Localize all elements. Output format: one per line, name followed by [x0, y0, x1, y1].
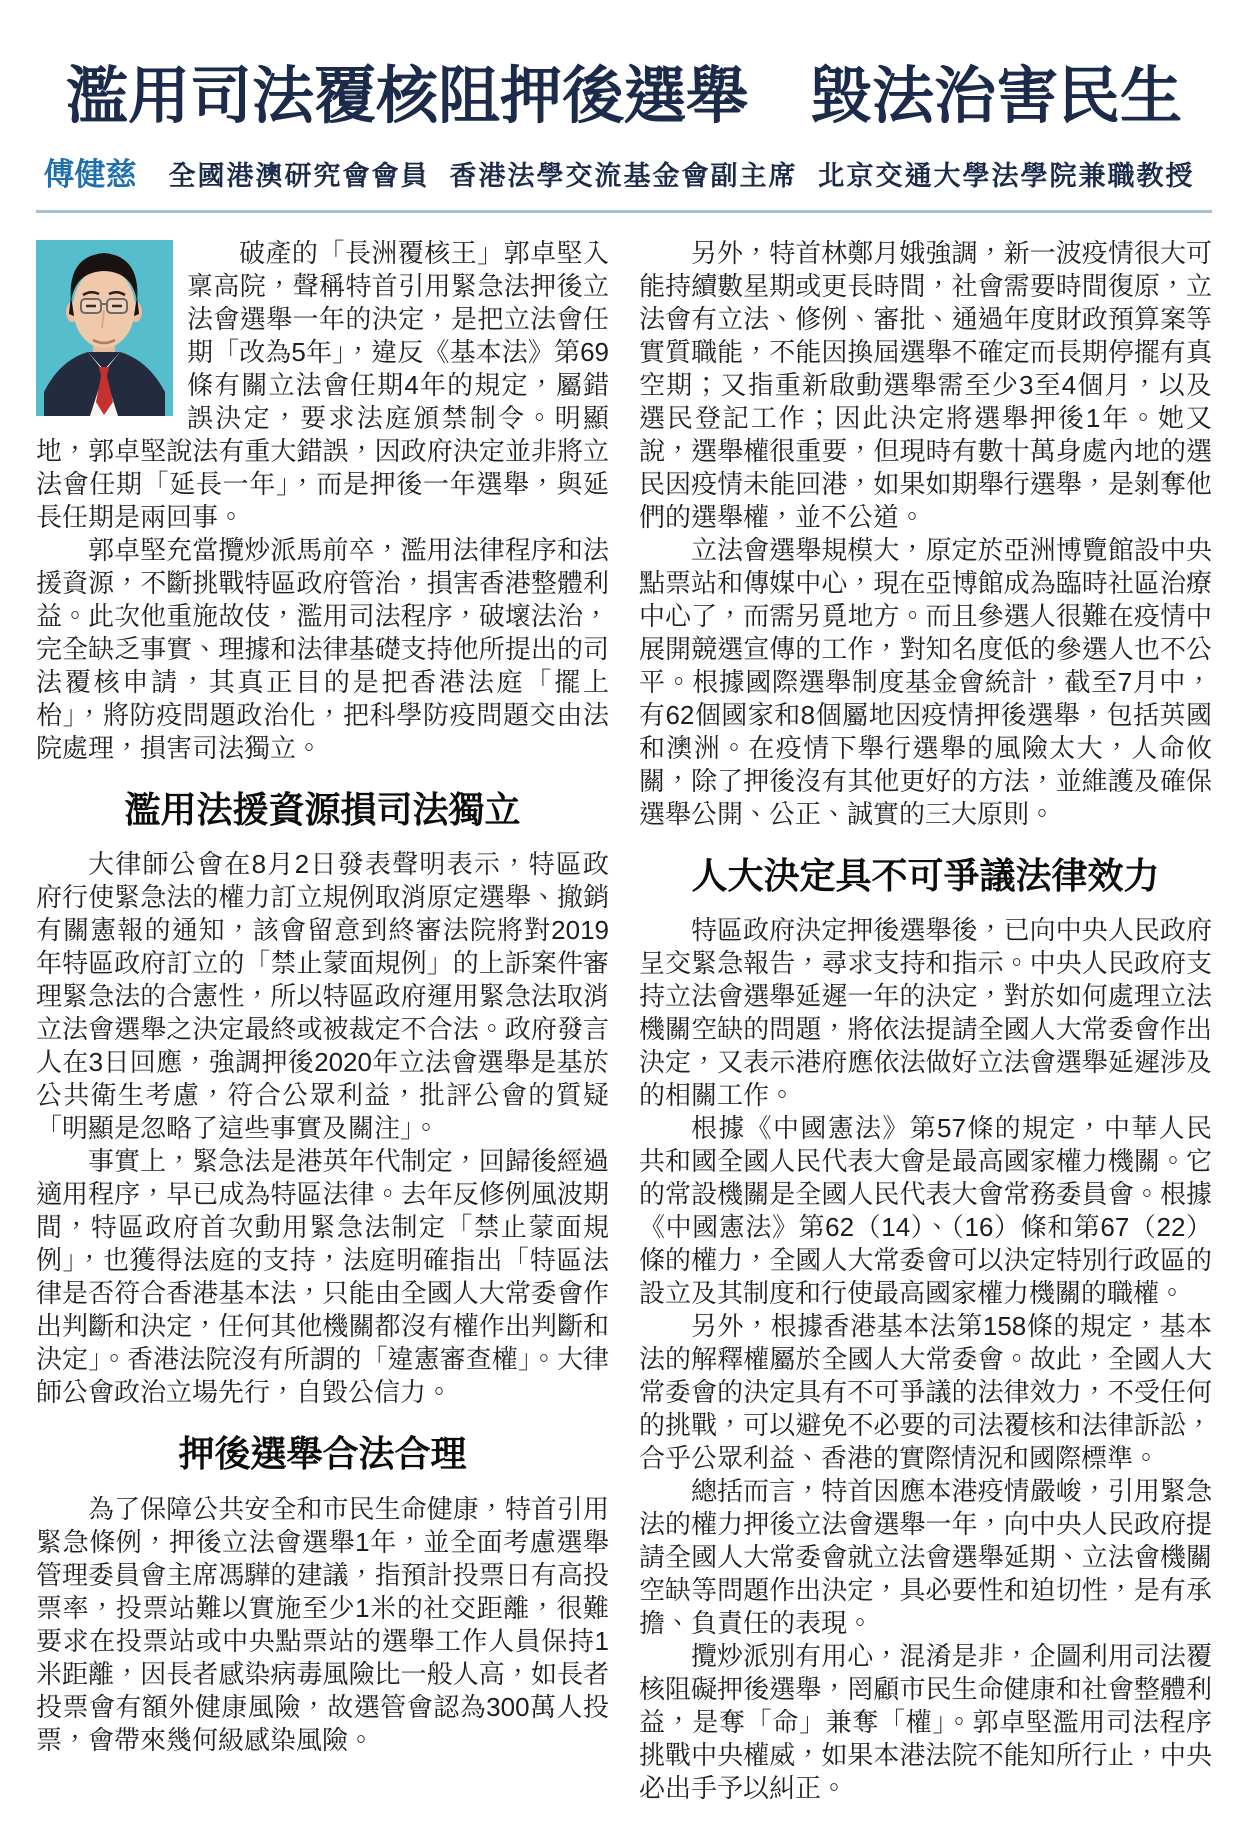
author-name: 傅健慈 [43, 157, 137, 193]
paragraph: 大律師公會在8月2日發表聲明表示，特區政府行使緊急法的權力訂立規例取消原定選舉、撤銷有關憲報的通知，該會留意到終審法院將對2019年特區政府訂立的「禁止蒙面規例」的上訴案件審理緊急法的合憲性，所以特區政府運用緊急法取消立法會選舉之決定最終或被裁定不合法。政府發言人在3日回應，強調押後2020年立法會選舉是基於公共衛生考慮，符合公眾利益，批評公會的質疑「明顯是忽略了這些事實及關注」。 [36, 849, 609, 1144]
paragraph: 攬炒派別有用心，混淆是非，企圖利用司法覆核阻礙押後選舉，罔顧市民生命健康和社會整體利益，是奪「命」兼奪「權」。郭卓堅濫用司法程序挑戰中央權威，如果本港法院不能知所行止，中央必出手予以糾正。 [639, 1641, 1212, 1804]
paragraph: 事實上，緊急法是港英年代制定，回歸後經過適用程序，早已成為特區法律。去年反修例風波期間，特區政府首次動用緊急法制定「禁止蒙面規例」，也獲得法庭的支持，法庭明確指出「特區法律是否符合香港基本法，只能由全國人大常委會作出判斷和決定，任何其他機關都沒有權作出判斷和決定」。香港法院沒有所謂的「違憲審查權」。大律師公會政治立場先行，自毀公信力。 [36, 1146, 609, 1408]
paragraph: 根據《中國憲法》第57條的規定，中華人民共和國全國人民代表大會是最高國家權力機關。它的常設機關是全國人民代表大會常務委員會。根據《中國憲法》第62（14）、（16）條和第67（22）條的權力，全國人大常委會可以決定特別行政區的設立及其制度和行使最高國家權力機關的職權。 [639, 1113, 1212, 1309]
author-portrait-graphic [36, 240, 173, 416]
author-title-1: 全國港澳研究會會員 [168, 161, 430, 192]
author-title-2: 香港法學交流基金會副主席 [449, 161, 798, 192]
paragraph: 郭卓堅充當攬炒派馬前卒，濫用法律程序和法援資源，不斷挑戰特區政府管治，損害香港整體利益。此次他重施故伎，濫用司法程序，破壞法治，完全缺乏事實、理據和法律基礎支持他所提出的司法覆核申請，其真正目的是把香港法庭「擺上枱」，將防疫問題政治化，把科學防疫問題交由法院處理，損害司法獨立。 [36, 535, 609, 764]
section-heading: 人大決定具不可爭議法律效力 [691, 855, 1160, 897]
paragraph: 立法會選舉規模大，原定於亞洲博覽館設中央點票站和傳媒中心，現在亞博館成為臨時社區治療中心了，而需另覓地方。而且參選人很難在疫情中展開競選宣傳的工作，對知名度低的參選人也不公平。根據國際選舉制度基金會統計，截至7月中，有62個國家和8個屬地因疫情押後選舉，包括英國和澳洲。在疫情下舉行選舉的風險太大，人命攸關，除了押後沒有其他更好的方法，並維護及確保選舉公開、公正、誠實的三大原則。 [639, 535, 1212, 830]
article-body [36, 237, 1212, 1805]
paragraph: 另外，根據香港基本法第158條的規定，基本法的解釋權屬於全國人大常委會。故此，全國人大常委會的決定具有不可爭議的法律效力，不受任何的挑戰，可以避免不必要的司法覆核和法律訴訟，合乎公眾利益、香港的實際情況和國際標準。 [639, 1311, 1212, 1474]
article-headline: 濫用司法覆核阻押後選舉 毀法治害民生 [65, 62, 1182, 131]
byline [36, 149, 1212, 194]
section-heading: 押後選舉合法合理 [178, 1433, 467, 1475]
paragraph: 破產的「長洲覆核王」郭卓堅入稟高院，聲稱特首引用緊急法押後立法會選舉一年的決定，是把立法會任期「改為5年」，違反《基本法》第69條有關立法會任期4年的規定，屬錯誤決定，要求法庭頒禁制令。明顯地，郭卓堅說法有重大錯誤，因政府決定並非將立法會任期「延長一年」，而是押後一年選舉，與延長任期是兩回事。 [36, 238, 609, 533]
paragraph: 總括而言，特首因應本港疫情嚴峻，引用緊急法的權力押後立法會選舉一年，向中央人民政府提請全國人大常委會就立法會選舉延期、立法會機關空缺等問題作出決定，具必要性和迫切性，是有承擔、負責任的表現。 [639, 1476, 1212, 1639]
right-column [639, 237, 1212, 1805]
paragraph: 為了保障公共安全和市民生命健康，特首引用緊急條例，押後立法會選舉1年，並全面考慮選舉管理委員會主席馮驊的建議，指預計投票日有高投票率，投票站難以實施至少1米的社交距離，很難要求在投票站或中央點票站的選舉工作人員保持1米距離，因長者感染病毒風險比一般人高，如長者投票會有額外健康風險，故選管會認為300萬人投票，會帶來幾何級感染風險。 [36, 1493, 609, 1755]
author-photo [36, 240, 173, 416]
author-title-3: 北京交通大學法學院兼職教授 [817, 161, 1195, 192]
paragraph: 特區政府決定押後選舉後，已向中央人民政府呈交緊急報告，尋求支持和指示。中央人民政府支持立法會選舉延遲一年的決定，對於如何處理立法機關空缺的問題，將依法提請全國人大常委會作出決定，又表示港府應依法做好立法會選舉延遲涉及的相關工作。 [639, 915, 1212, 1111]
divider-rule [36, 210, 1212, 213]
section-heading: 濫用法援資源損司法獨立 [124, 789, 521, 831]
left-column [36, 237, 609, 1805]
paragraph: 另外，特首林鄭月娥強調，新一波疫情很大可能持續數星期或更長時間，社會需要時間復原，立法會有立法、修例、審批、通過年度財政預算案等實質職能，不能因換屆選舉不確定而長期停擺有真空期；又指重新啟動選舉需至少3至4個月，以及選民登記工作；因此決定將選舉押後1年。她又說，選舉權很重要，但現時有數十萬身處內地的選民因疫情未能回港，如果如期舉行選舉，是剝奪他們的選舉權，並不公道。 [639, 238, 1212, 533]
